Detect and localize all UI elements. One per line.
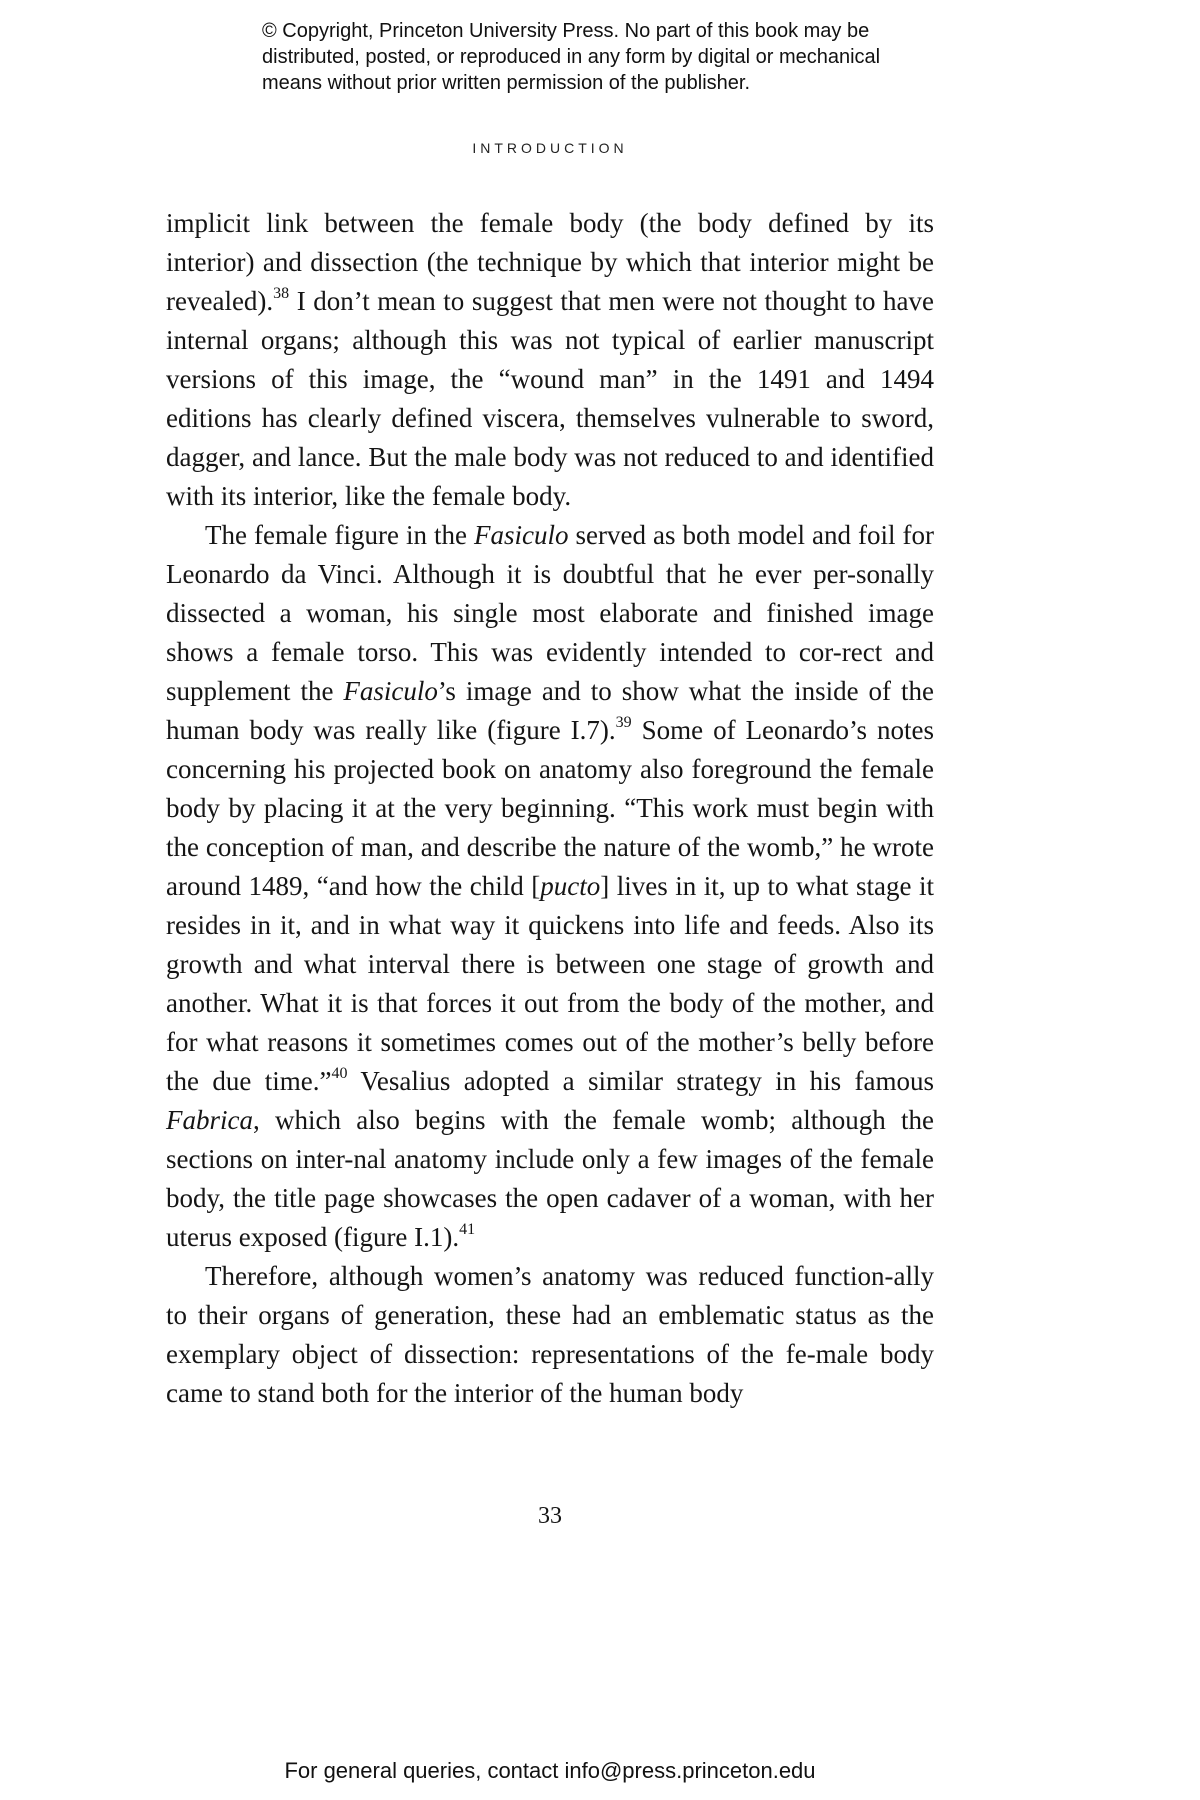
text-run: Some of Leonardo’s notes concerning his projected book on anatomy also foreground the female body by placing it at the very beginning. “This work must begin with the conception of man, and describe the nature of the womb,” he wrote around 1489, “and how the child [ — [166, 715, 934, 901]
copyright-line-3: means without prior written permission of the publisher. — [262, 72, 751, 94]
italic-word-pucto: pucto — [540, 871, 601, 901]
page-number: 33 — [538, 1503, 562, 1529]
paragraph-2 — [166, 516, 934, 1257]
copyright-line-1: © Copyright, Princeton University Press. No part of this book may be — [262, 20, 870, 42]
text-run: Vesalius adopted a similar strategy in his famous — [347, 1066, 934, 1096]
footer-contact: For general queries, contact info@press.princeton.edu — [284, 1758, 816, 1783]
footnote-ref-39: 39 — [615, 714, 632, 731]
text-run: ] lives in it, up to what stage it resides in it, and in what way it quickens into life and feeds. Also its growth and what interval there is between one stage of growth and another. What it is that forces it out from the body of the mother, and for what reasons it sometimes comes out of the mother’s belly before the due time.” — [166, 871, 934, 1096]
copyright-line-2: distributed, posted, or reproduced in any form by digital or mechanical — [262, 46, 881, 68]
italic-title-fasiculo: Fasiculo — [473, 520, 569, 550]
paragraph-1 — [166, 204, 934, 516]
body-text — [166, 204, 934, 1413]
text-run: , which also begins with the female womb; although the sections on inter-nal anatomy include only a few images of the female body, the title page showcases the open cadaver of a woman, with her uterus exposed (figure I.1). — [166, 1105, 934, 1252]
text-run: The female figure in the — [205, 520, 474, 550]
footnote-ref-40: 40 — [331, 1065, 348, 1082]
text-run: ’s image and to show what the inside of the human body was really like (figure I.7). — [166, 676, 934, 745]
footnote-ref-38: 38 — [273, 285, 290, 302]
running-head: INTRODUCTION — [472, 140, 628, 156]
text-run: served as both model and foil for Leonardo da Vinci. Although it is doubtful that he ever per-sonally dissected a woman, his single most elaborate and finished image shows a female torso. This was evidently intended to cor-rect and supplement the — [166, 520, 934, 706]
footnote-ref-41: 41 — [459, 1221, 476, 1238]
text-run: Therefore, although women’s anatomy was reduced function-ally to their organs of generation, these had an emblematic status as the exemplary object of dissection: representations of the fe-male body came to stand both for the interior of the human body — [166, 1261, 934, 1408]
copyright-notice — [262, 18, 962, 96]
italic-title-fasiculo: Fasiculo — [343, 676, 438, 706]
text-run: I don’t mean to suggest that men were not thought to have internal organs; although this was not typical of earlier manuscript versions of this image, the “wound man” in the 1491 and 1494 editions has clearly defined viscera, themselves vulnerable to sword, dagger, and lance. But the male body was not reduced to and identified with its interior, like the female body. — [166, 286, 934, 511]
text-run: implicit link between the female body (the body defined by its interior) and dissection (the technique by which that interior might be revealed). — [166, 208, 934, 316]
italic-title-fabrica: Fabrica — [166, 1105, 253, 1135]
paragraph-3 — [166, 1257, 934, 1413]
